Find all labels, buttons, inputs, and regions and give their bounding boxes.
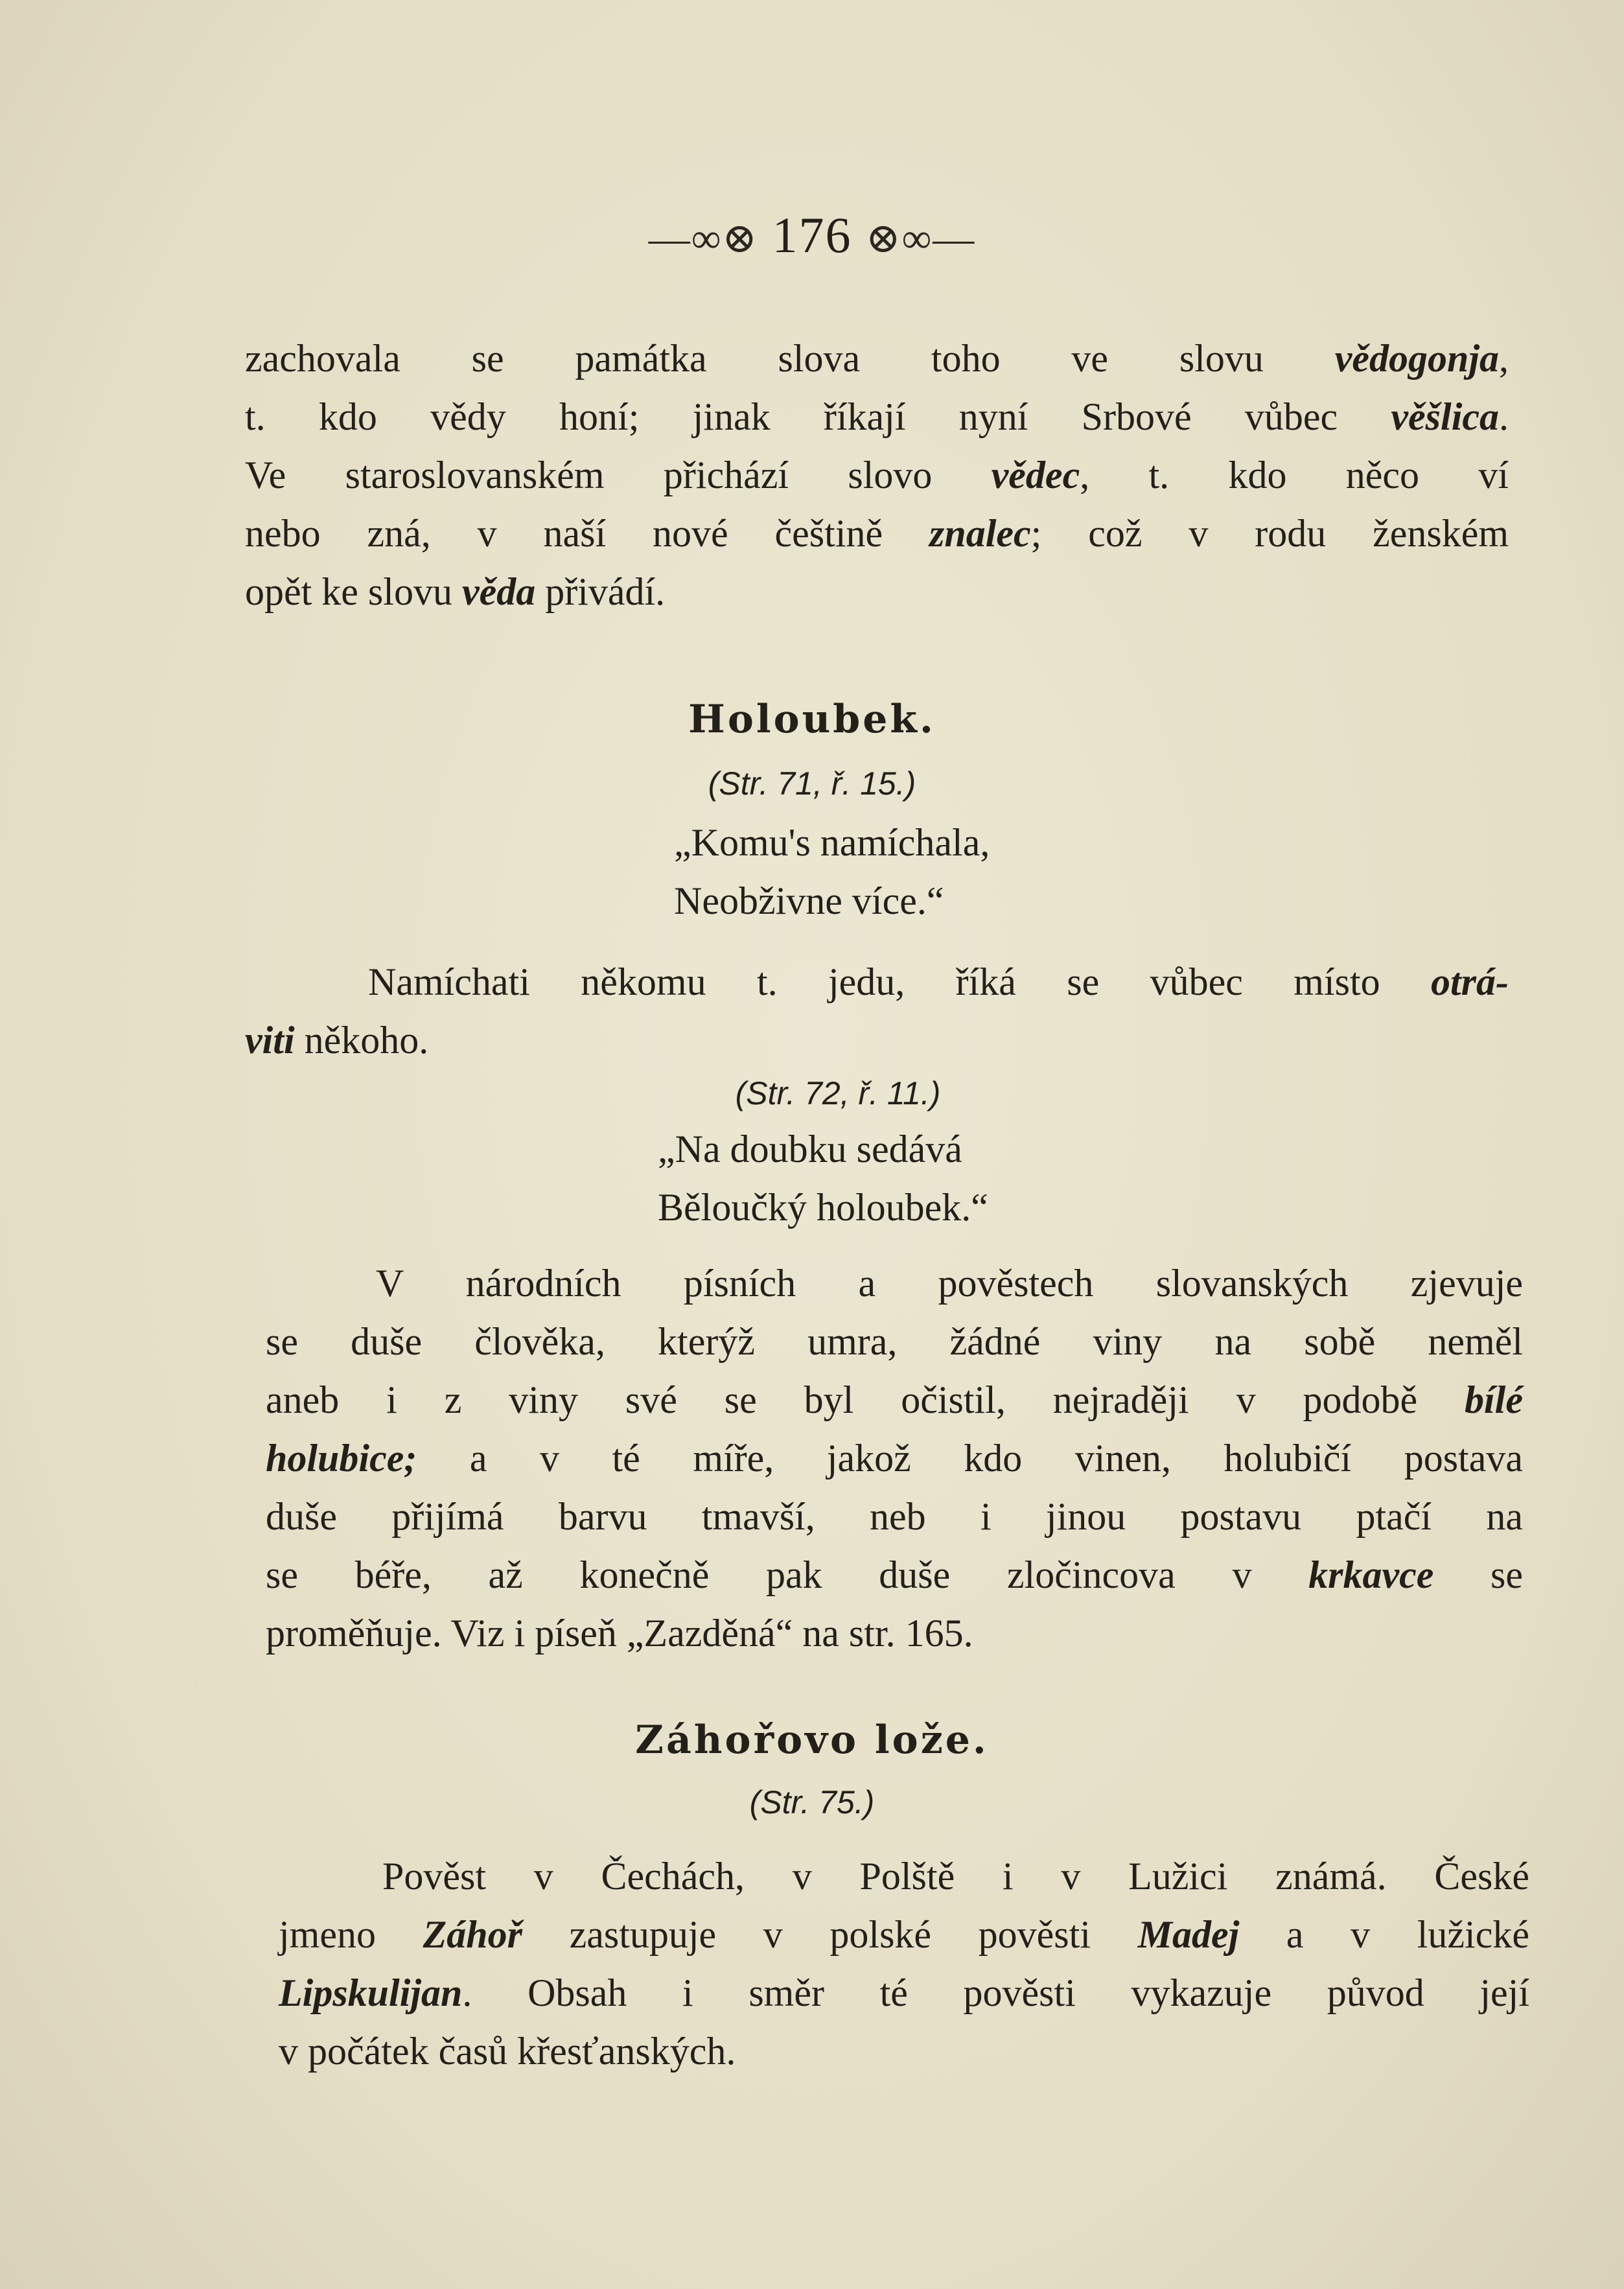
page-header — [0, 206, 1624, 264]
paragraph-namichati — [245, 953, 1509, 1069]
reference-citation: (Str. 72, ř. 11.) — [735, 1075, 941, 1111]
section-title-holoubek: Holoubek. — [688, 697, 936, 742]
text-line: proměňuje. Viz i píseň „Zazděná“ na str. 165. — [266, 1612, 973, 1655]
ornament-right: ⊗∞— — [866, 215, 976, 261]
verse-line: „Na doubku sedává — [658, 1128, 962, 1170]
text-line: opět ke slovu věda přivádí. — [245, 570, 666, 613]
text-line: jmeno Záhoř zastupuje v polské pověsti Madej a v lužické — [279, 1913, 1529, 1956]
ornament-left: —∞⊗ — [648, 215, 758, 261]
verse-quote — [658, 1120, 988, 1237]
text-line: zachovala se památka slova toho ve slovu vědogonja, — [245, 337, 1509, 380]
text-line: Namíchati někomu t. jedu, říká se vůbec místo otrá- — [368, 960, 1509, 1003]
text-line: v počátek časů křesťanských. — [279, 2030, 736, 2073]
verse-line: „Komu's namíchala, — [674, 821, 990, 864]
paragraph-intro — [245, 329, 1509, 621]
verse-quote — [674, 813, 990, 930]
text-line: Lipskulijan. Obsah i směr té pověsti vykazuje původ její — [279, 1971, 1529, 2014]
text-line: t. kdo vědy honí; jinak říkají nyní Srbové vůbec věšlica. — [245, 395, 1509, 438]
text-line: duše přijímá barvu tmavší, neb i jinou postavu ptačí na — [266, 1495, 1523, 1538]
text-line: holubice; a v té míře, jakož kdo vinen, holubičí postava — [266, 1437, 1523, 1480]
text-line: V národních písních a pověstech slovanských zjevuje — [376, 1262, 1523, 1305]
text-line: viti někoho. — [245, 1019, 429, 1062]
section-title-zahorovo-loze: Záhořovo lože. — [635, 1717, 989, 1763]
reference-citation: (Str. 71, ř. 15.) — [708, 765, 916, 802]
text-line: aneb i z viny své se byl očistil, nejraději v podobě bílé — [266, 1378, 1523, 1421]
paragraph-narodni-pisne — [266, 1254, 1523, 1662]
page-number: 176 — [772, 207, 852, 263]
text-line: nebo zná, v naší nové češtině znalec; což v rodu ženském — [245, 512, 1509, 555]
reference-citation: (Str. 75.) — [749, 1784, 875, 1820]
text-line: se béře, až konečně pak duše zločincova v krkavce se — [266, 1553, 1523, 1596]
verse-line: Neobživne více.“ — [674, 879, 944, 922]
verse-line: Běloučký holoubek.“ — [658, 1186, 988, 1229]
text-line: se duše člověka, kterýž umra, žádné viny na sobě neměl — [266, 1320, 1523, 1363]
text-line: Pověst v Čechách, v Polště i v Lužici známá. České — [382, 1855, 1529, 1898]
text-line: Ve staroslovanském přichází slovo vědec, t. kdo něco ví — [245, 454, 1509, 496]
paragraph-povest — [279, 1847, 1529, 2080]
